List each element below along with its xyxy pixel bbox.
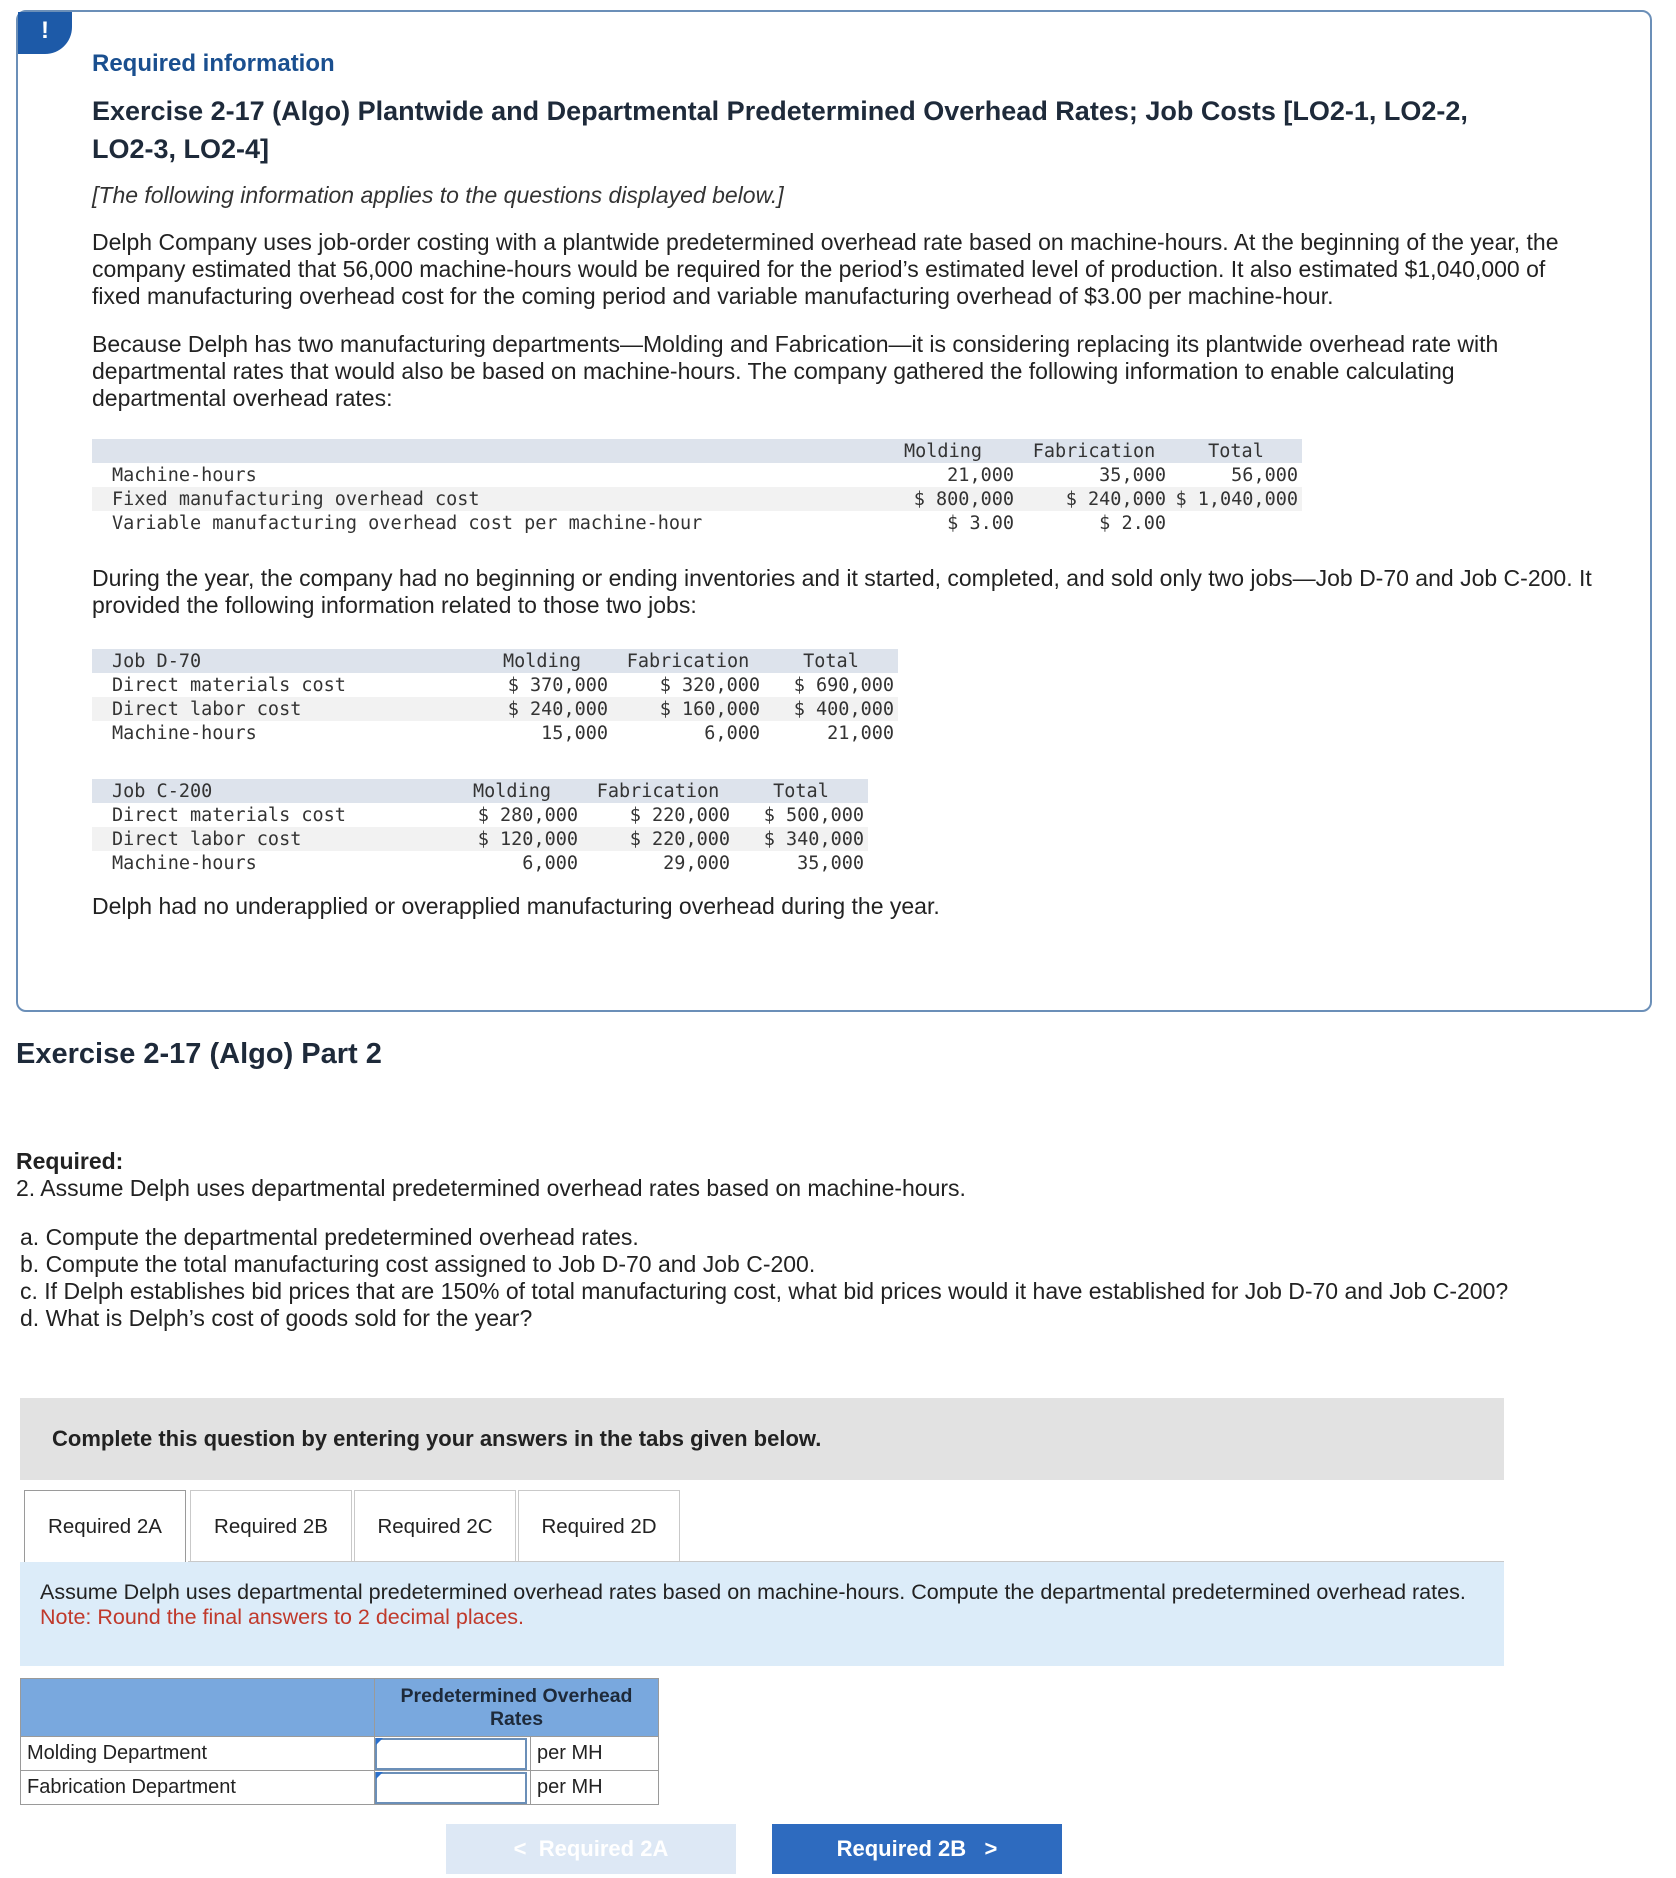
required-info-heading: Required information — [92, 50, 335, 77]
flag-icon — [376, 1738, 383, 1745]
table-cell: $ 500,000 — [763, 804, 864, 826]
table-cell: 6,000 — [704, 722, 760, 744]
instruction-text: Assume Delph uses departmental predetermined overhead rates based on machine-hours. Compute the departmental predetermined overhead rates. — [40, 1580, 1466, 1604]
molding-unit: per MH — [531, 1737, 659, 1771]
job-c200-table — [92, 779, 868, 875]
instruction-panel — [20, 1562, 1504, 1666]
table-row — [92, 721, 898, 745]
required-line: 2. Assume Delph uses departmental predetermined overhead rates based on machine-hours. — [16, 1175, 966, 1201]
table-cell: 21,000 — [947, 464, 1014, 486]
table-header-cell: Molding — [868, 439, 1018, 463]
job-d70-table — [92, 649, 898, 745]
molding-input-cell — [375, 1737, 531, 1771]
next-button[interactable] — [772, 1824, 1062, 1874]
table-row — [92, 487, 1302, 511]
table-cell: $ 1,040,000 — [1170, 487, 1302, 511]
rounding-note: Note: Round the final answers to 2 decimal places. — [40, 1605, 525, 1629]
list-item: d. What is Delph’s cost of goods sold for the year? — [20, 1305, 533, 1331]
table-cell: $ 120,000 — [442, 827, 582, 851]
complete-instruction-bar: Complete this question by entering your answers in the tabs given below. — [20, 1398, 1504, 1480]
row-label: Variable manufacturing overhead cost per machine-hour — [112, 512, 703, 534]
next-button-label: Required 2B — [836, 1836, 967, 1861]
list-item: c. If Delph establishes bid prices that are 150% of total manufacturing cost, what bid prices would it have established for Job D-70 and Job C-200? — [20, 1278, 1509, 1304]
answer-header-blank — [21, 1679, 375, 1737]
table-row — [92, 673, 898, 697]
department-table — [92, 439, 1302, 535]
fabrication-rate-input[interactable] — [375, 1772, 527, 1804]
table-header-row — [92, 649, 898, 673]
table-header-cell: Total — [1170, 439, 1302, 463]
table-header-row — [92, 439, 1302, 463]
table-cell: $ 320,000 — [659, 674, 760, 696]
table-cell — [1170, 511, 1302, 535]
table-cell: $ 370,000 — [507, 674, 608, 696]
row-label: Direct labor cost — [92, 697, 472, 721]
applies-note: [The following information applies to the questions displayed below.] — [92, 182, 784, 208]
table-header-cell: Fabrication — [582, 779, 734, 803]
table-cell: $ 240,000 — [1018, 487, 1170, 511]
table-cell: 35,000 — [797, 852, 864, 874]
tab-required-2b[interactable]: Required 2B — [190, 1490, 352, 1562]
row-label: Machine-hours — [112, 722, 257, 744]
required-label: Required: — [16, 1148, 124, 1174]
table-cell: $ 3.00 — [947, 512, 1014, 534]
table-header-row — [92, 779, 868, 803]
chevron-left-icon: < — [513, 1836, 527, 1861]
table-header-cell: Fabrication — [1018, 439, 1170, 463]
table-header-cell — [92, 439, 868, 463]
table-header-cell: Job C-200 — [92, 779, 442, 803]
table-cell: 56,000 — [1231, 464, 1298, 486]
info-content — [92, 50, 1592, 920]
table-cell: $ 400,000 — [764, 697, 898, 721]
tab-required-2d[interactable]: Required 2D — [518, 1490, 680, 1562]
table-row — [21, 1737, 659, 1771]
table-header-cell: Total — [764, 649, 898, 673]
table-cell: $ 2.00 — [1099, 512, 1166, 534]
row-label: Direct labor cost — [92, 827, 442, 851]
table-header-cell: Fabrication — [612, 649, 764, 673]
molding-label: Molding Department — [21, 1737, 375, 1771]
row-label: Machine-hours — [112, 852, 257, 874]
exercise-title: Exercise 2-17 (Algo) Plantwide and Departmental Predetermined Overhead Rates; Job Costs [LO2-1, LO2-2, LO2-3, LO2-4] — [92, 96, 1468, 164]
table-cell: $ 800,000 — [868, 487, 1018, 511]
table-header-cell: Molding — [442, 779, 582, 803]
table-row — [92, 511, 1302, 535]
table-row — [21, 1771, 659, 1805]
table-row — [92, 697, 898, 721]
table-header-cell: Molding — [472, 649, 612, 673]
part-title: Exercise 2-17 (Algo) Part 2 — [16, 1038, 382, 1070]
paragraph-2: Because Delph has two manufacturing departments—Molding and Fabrication—it is considering replacing its plantwide overhead rate with departmental rates that would also be based on machine-hours. The company gathered the following information to enable calculating departmental overhead rates: — [92, 331, 1499, 411]
table-row — [92, 463, 1302, 487]
alert-icon: ! — [18, 12, 72, 54]
fabrication-label: Fabrication Department — [21, 1771, 375, 1805]
table-cell: $ 160,000 — [612, 697, 764, 721]
table-row — [92, 851, 868, 875]
list-item: a. Compute the departmental predetermined overhead rates. — [20, 1224, 639, 1250]
prev-button[interactable] — [446, 1824, 736, 1874]
table-header-cell: Job D-70 — [92, 649, 472, 673]
table-cell: 29,000 — [663, 852, 730, 874]
table-cell: $ 240,000 — [472, 697, 612, 721]
paragraph-1: Delph Company uses job-order costing with a plantwide predetermined overhead rate based on machine-hours. At the beginning of the year, the company estimated that 56,000 machine-hours would be required for the period’s estimated level of production. It also estimated $1,040,000 of fixed manufacturing overhead cost for the coming period and variable manufacturing overhead of $3.00 per machine-hour. — [92, 229, 1559, 309]
table-row — [92, 803, 868, 827]
paragraph-4: Delph had no underapplied or overapplied manufacturing overhead during the year. — [92, 893, 940, 919]
table-cell: $ 340,000 — [734, 827, 868, 851]
molding-rate-input[interactable] — [375, 1738, 527, 1770]
chevron-right-icon: > — [984, 1836, 998, 1861]
required-section — [16, 1148, 966, 1202]
row-label: Direct materials cost — [112, 674, 346, 696]
flag-icon — [376, 1772, 383, 1779]
table-cell: 21,000 — [827, 722, 894, 744]
table-row — [92, 827, 868, 851]
table-cell: $ 690,000 — [793, 674, 894, 696]
fabrication-input-cell — [375, 1771, 531, 1805]
info-card — [16, 10, 1652, 1012]
tab-required-2c[interactable]: Required 2C — [354, 1490, 516, 1562]
answer-table — [20, 1678, 659, 1805]
list-item: b. Compute the total manufacturing cost assigned to Job D-70 and Job C-200. — [20, 1251, 816, 1277]
answer-header: Predetermined Overhead Rates — [375, 1679, 659, 1737]
paragraph-3: During the year, the company had no beginning or ending inventories and it started, completed, and sold only two jobs—Job D-70 and Job C-200. It provided the following information related to those two jobs: — [92, 565, 1592, 618]
table-cell: $ 280,000 — [477, 804, 578, 826]
row-label: Fixed manufacturing overhead cost — [92, 487, 868, 511]
question-list — [20, 1224, 1660, 1332]
table-cell: 15,000 — [541, 722, 608, 744]
tab-required-2a[interactable]: Required 2A — [24, 1490, 186, 1562]
table-cell: $ 220,000 — [582, 827, 734, 851]
table-cell: 6,000 — [522, 852, 578, 874]
answer-header-row — [21, 1679, 659, 1737]
table-cell: 35,000 — [1099, 464, 1166, 486]
row-label: Machine-hours — [112, 464, 257, 486]
row-label: Direct materials cost — [112, 804, 346, 826]
table-cell: $ 220,000 — [629, 804, 730, 826]
table-header-cell: Total — [734, 779, 868, 803]
fabrication-unit: per MH — [531, 1771, 659, 1805]
prev-button-label: Required 2A — [538, 1836, 669, 1861]
